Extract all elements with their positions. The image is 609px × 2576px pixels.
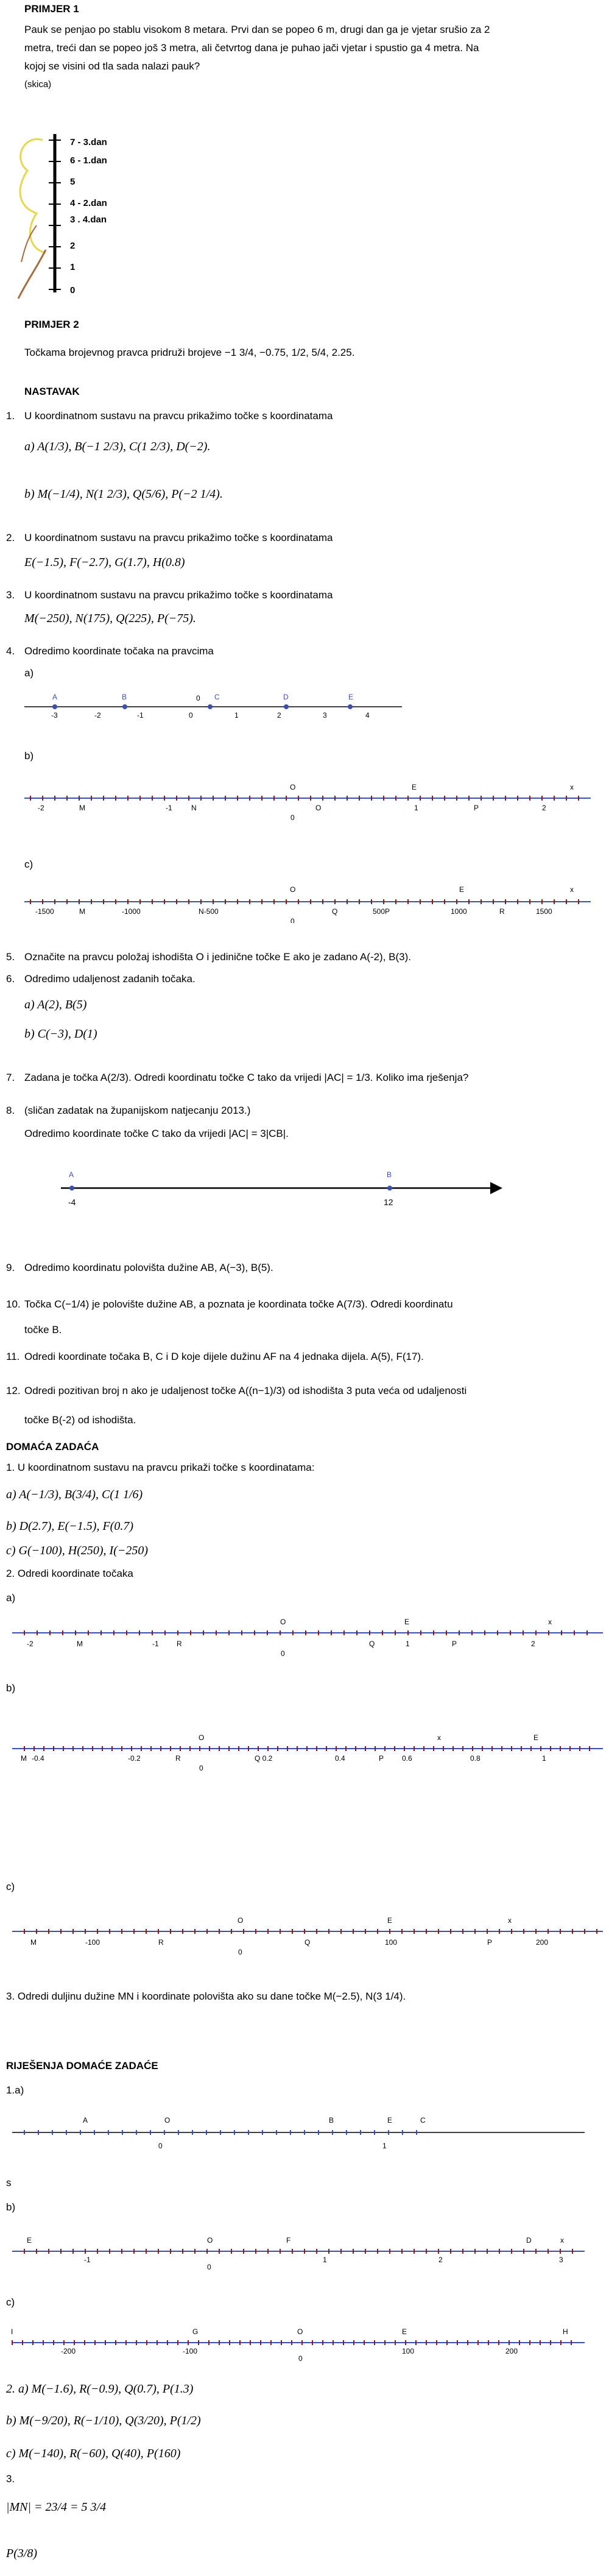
svg-text:0: 0 — [196, 694, 200, 702]
svg-text:1: 1 — [414, 804, 418, 812]
svg-text:Q: Q — [304, 1938, 311, 1947]
svg-text:0: 0 — [158, 2142, 163, 2150]
svg-text:N-500: N-500 — [199, 907, 219, 916]
task-4a-label: a) — [24, 667, 34, 679]
solution-s: s — [6, 2177, 12, 2189]
scale-label-6: 6 - 1.dan — [70, 155, 107, 166]
numberline-sol-1c — [0, 2324, 609, 2367]
svg-text:0.8: 0.8 — [470, 1754, 481, 1763]
solution-2c: c) M(−140), R(−60), Q(40), P(160) — [6, 2447, 181, 2460]
svg-text:500P: 500P — [373, 907, 390, 916]
task-6a: a) A(2), B(5) — [24, 998, 87, 1011]
task-5-text: Označite na pravcu položaj ishodišta O i jedinične točke E ako je zadano A(-2), B(3). — [24, 951, 412, 963]
svg-text:O: O — [297, 2327, 303, 2336]
svg-text:H: H — [563, 2327, 568, 2336]
svg-text:A: A — [52, 693, 58, 701]
svg-text:x: x — [560, 2236, 564, 2245]
svg-text:200: 200 — [536, 1938, 549, 1947]
svg-text:D: D — [283, 693, 289, 701]
task-6-text: Odredimo udaljenost zadanih točaka. — [24, 973, 195, 985]
svg-text:R: R — [158, 1938, 164, 1947]
svg-text:A: A — [83, 2116, 88, 2125]
numberline-hw-2a — [0, 1615, 609, 1660]
svg-text:x: x — [570, 783, 574, 791]
solution-1b-label: b) — [6, 2201, 16, 2213]
svg-text:100: 100 — [385, 1938, 398, 1947]
task-8-text: (sličan zadatak na županijskom natjecanju 2013.) — [24, 1105, 251, 1116]
task-12-text-b: točke B(-2) od ishodišta. — [24, 1414, 136, 1426]
task-11-number: 11. — [6, 1351, 20, 1362]
svg-text:-0.4: -0.4 — [32, 1754, 44, 1763]
svg-text:-2: -2 — [38, 804, 44, 812]
primjer1-text-2: metra, treći dan se popeo još 3 metra, ali četvrtog dana je puhao jači vjetar i spustio ga 4 metra. Na — [24, 42, 479, 54]
svg-text:E: E — [348, 693, 354, 701]
task-4-number: 4. — [6, 645, 15, 657]
svg-text:F: F — [286, 2236, 291, 2245]
svg-text:G: G — [192, 2327, 199, 2336]
primjer1-title: PRIMJER 1 — [24, 3, 79, 15]
solution-3-length: |MN| = 23/4 = 5 3/4 — [6, 2500, 107, 2514]
svg-text:3: 3 — [559, 2256, 563, 2264]
svg-text:2: 2 — [277, 711, 281, 720]
solution-2a: 2. a) M(−1.6), R(−0.9), Q(0.7), P(1.3) — [6, 2382, 194, 2396]
svg-text:P: P — [452, 1640, 457, 1648]
nastavak-title: NASTAVAK — [24, 386, 80, 397]
scale-label-1: 1 — [70, 262, 76, 272]
homework-2-text: 2. Odredi koordinate točaka — [6, 1568, 133, 1579]
task-3-number: 3. — [6, 589, 15, 601]
task-6-number: 6. — [6, 973, 15, 985]
homework-2a-label: a) — [6, 1592, 16, 1604]
numberline-hw-2c — [0, 1913, 609, 1959]
svg-text:O: O — [238, 1916, 244, 1925]
task-1b: b) M(−1/4), N(1 2/3), Q(5/6), P(−2 1/4). — [24, 487, 223, 501]
svg-text:0: 0 — [207, 2263, 211, 2271]
svg-text:0: 0 — [189, 711, 193, 720]
svg-text:-1: -1 — [84, 2256, 91, 2264]
numberline-sol-1a — [0, 2108, 609, 2157]
svg-text:M: M — [21, 1754, 27, 1763]
task-2-text: U koordinatnom sustavu na pravcu prikažimo točke s koordinatama — [24, 532, 333, 543]
scale-label-3: 3 . 4.dan — [70, 214, 107, 225]
task-4-text: Odredimo koordinate točaka na pravcima — [24, 645, 214, 657]
numberline-sol-1b — [0, 2233, 609, 2276]
svg-text:C: C — [420, 2116, 426, 2125]
svg-text:P: P — [379, 1754, 384, 1763]
svg-text:x: x — [570, 885, 574, 894]
svg-text:B: B — [329, 2116, 334, 2125]
numberline-4c — [0, 877, 609, 923]
svg-text:-100: -100 — [85, 1938, 100, 1947]
svg-text:-2: -2 — [27, 1640, 33, 1648]
svg-text:0.4: 0.4 — [335, 1754, 345, 1763]
svg-text:0.6: 0.6 — [402, 1754, 412, 1763]
solution-1a-label: 1.a) — [6, 2084, 24, 2096]
svg-text:100: 100 — [402, 2347, 415, 2355]
task-7-number: 7. — [6, 1072, 15, 1083]
svg-text:O: O — [290, 783, 296, 791]
homework-2c-label: c) — [6, 1881, 15, 1892]
task-1-text: U koordinatnom sustavu na pravcu prikažimo točke s koordinatama — [24, 410, 333, 422]
task-12-text-a: Odredi pozitivan broj n ako je udaljenost točke A((n−1)/3) od ishodišta 3 puta veća od udaljenosti — [24, 1385, 467, 1396]
svg-text:1500: 1500 — [536, 907, 552, 916]
svg-text:x: x — [437, 1733, 441, 1742]
task-9-text: Odredimo koordinatu polovišta dužine AB, A(−3), B(5). — [24, 1262, 273, 1273]
svg-text:-1: -1 — [166, 804, 172, 812]
svg-text:-4: -4 — [68, 1197, 76, 1207]
numberline-4a — [0, 688, 609, 725]
task-3-math: M(−250), N(175), Q(225), P(−75). — [24, 612, 196, 625]
svg-text:1: 1 — [323, 2256, 327, 2264]
svg-text:12: 12 — [384, 1197, 393, 1207]
primjer1-text-3: kojoj se visini od tla sada nalazi pauk? — [24, 60, 200, 72]
svg-text:1: 1 — [382, 2142, 387, 2150]
svg-text:E: E — [27, 2236, 32, 2245]
svg-text:1: 1 — [234, 711, 239, 720]
task-5-number: 5. — [6, 951, 15, 963]
svg-text:0: 0 — [290, 813, 295, 822]
svg-text:4: 4 — [365, 711, 370, 720]
task-2-number: 2. — [6, 532, 15, 543]
solution-2b: b) M(−9/20), R(−1/10), Q(3/20), P(1/2) — [6, 2414, 201, 2427]
svg-text:N: N — [191, 804, 197, 812]
task-8-text-b: Odredimo koordinate točke C tako da vrijedi |AC| = 3|CB|. — [24, 1128, 289, 1139]
svg-text:-1500: -1500 — [35, 907, 54, 916]
task-1a: a) A(1/3), B(−1 2/3), C(1 2/3), D(−2). — [24, 440, 211, 453]
task-8-number: 8. — [6, 1105, 15, 1116]
task-6b: b) C(−3), D(1) — [24, 1027, 97, 1041]
svg-text:-1: -1 — [137, 711, 144, 720]
skica-label: (skica) — [24, 79, 52, 90]
svg-text:M: M — [77, 1640, 83, 1648]
svg-text:2: 2 — [438, 2256, 443, 2264]
svg-text:M: M — [79, 804, 85, 812]
numberline-8 — [0, 1164, 609, 1212]
svg-text:O: O — [280, 1618, 286, 1626]
svg-text:-0.2: -0.2 — [128, 1754, 141, 1763]
scale-label-5: 5 — [70, 177, 76, 187]
svg-text:1000: 1000 — [451, 907, 467, 916]
svg-text:R: R — [177, 1640, 182, 1648]
task-2-math: E(−1.5), F(−2.7), G(1.7), H(0.8) — [24, 556, 185, 569]
svg-text:1: 1 — [406, 1640, 410, 1648]
svg-text:E: E — [402, 2327, 407, 2336]
solution-3-midpoint: P(3/8) — [6, 2547, 38, 2560]
svg-text:O: O — [164, 2116, 171, 2125]
svg-text:E: E — [459, 885, 465, 894]
svg-text:0: 0 — [298, 2354, 303, 2363]
svg-text:2: 2 — [542, 804, 546, 812]
svg-text:C: C — [214, 693, 220, 701]
svg-text:1: 1 — [542, 1754, 546, 1763]
task-12-number: 12. — [6, 1385, 21, 1396]
task-1-number: 1. — [6, 410, 15, 422]
domaca-title: DOMAĆA ZADAĆA — [6, 1441, 99, 1453]
svg-text:x: x — [508, 1916, 512, 1925]
svg-text:Q: Q — [369, 1640, 375, 1648]
task-11-text: Odredi koordinate točaka B, C i D koje dijele dužinu AF na 4 jednaka dijela. A(5), F(17). — [24, 1351, 424, 1362]
svg-text:B: B — [387, 1170, 392, 1179]
primjer2-text: Točkama brojevnog pravca pridruži brojeve −1 3/4, −0.75, 1/2, 5/4, 2.25. — [24, 347, 355, 358]
solution-1c-label: c) — [6, 2296, 15, 2308]
task-10-text-a: Točka C(−1/4) je polovište dužine AB, a poznata je koordinata točke A(7/3). Odredi koordinatu — [24, 1298, 453, 1310]
numberline-hw-2b — [0, 1730, 609, 1776]
svg-text:O: O — [315, 804, 322, 812]
scale-label-4: 4 - 2.dan — [70, 198, 107, 208]
svg-text:E: E — [412, 783, 417, 791]
svg-text:I: I — [11, 2327, 13, 2336]
svg-text:D: D — [526, 2236, 532, 2245]
svg-text:0: 0 — [290, 917, 295, 923]
primjer1-text-1: Pauk se penjao po stablu visokom 8 metara. Prvi dan se popeo 6 m, drugi dan ga je vjetar srušio za 2 — [24, 24, 490, 35]
primjer2-title: PRIMJER 2 — [24, 319, 79, 330]
svg-text:P: P — [487, 1938, 493, 1947]
task-4c-label: c) — [24, 858, 33, 870]
homework-1-text: 1. U koordinatnom sustavu na pravcu prikaži točke s koordinatama: — [6, 1462, 315, 1473]
svg-text:Q: Q — [332, 907, 338, 916]
svg-text:M: M — [30, 1938, 37, 1947]
svg-text:M: M — [79, 907, 85, 916]
task-4b-label: b) — [24, 750, 34, 762]
svg-text:-2: -2 — [94, 711, 101, 720]
svg-text:200: 200 — [505, 2347, 518, 2355]
homework-1c: c) G(−100), H(250), I(−250) — [6, 1544, 149, 1557]
svg-text:R: R — [175, 1754, 181, 1763]
homework-2b-label: b) — [6, 1682, 16, 1694]
svg-text:0: 0 — [199, 1764, 203, 1772]
svg-text:P: P — [474, 804, 479, 812]
rjesenja-title: RIJEŠENJA DOMAĆE ZADAĆE — [6, 2060, 158, 2072]
svg-text:Q 0.2: Q 0.2 — [255, 1754, 273, 1763]
task-10-number: 10. — [6, 1298, 21, 1310]
svg-text:B: B — [122, 693, 127, 701]
numberline-4b — [0, 780, 609, 823]
svg-text:-3: -3 — [51, 711, 58, 720]
svg-text:O: O — [199, 1733, 205, 1742]
svg-text:-100: -100 — [183, 2347, 198, 2355]
homework-1b: b) D(2.7), E(−1.5), F(0.7) — [6, 1520, 133, 1533]
svg-text:-1000: -1000 — [122, 907, 141, 916]
svg-text:-200: -200 — [61, 2347, 76, 2355]
svg-text:E: E — [387, 2116, 393, 2125]
svg-text:A: A — [69, 1170, 74, 1179]
svg-text:-1: -1 — [152, 1640, 159, 1648]
task-3-text: U koordinatnom sustavu na pravcu prikažimo točke s koordinatama — [24, 589, 333, 601]
svg-text:O: O — [290, 885, 296, 894]
svg-text:E: E — [533, 1733, 539, 1742]
svg-text:3: 3 — [323, 711, 327, 720]
svg-text:E: E — [387, 1916, 393, 1925]
task-9-number: 9. — [6, 1262, 15, 1273]
scale-label-2: 2 — [70, 241, 76, 251]
task-10-text-b: točke B. — [24, 1324, 62, 1336]
homework-3-text: 3. Odredi duljinu dužine MN i koordinate polovišta ako su dane točke M(−2.5), N(3 1/4). — [6, 1990, 406, 2002]
svg-text:E: E — [404, 1618, 410, 1626]
solution-3-label: 3. — [6, 2473, 15, 2485]
svg-text:O: O — [207, 2236, 213, 2245]
svg-text:0: 0 — [238, 1948, 242, 1956]
svg-text:0: 0 — [281, 1649, 285, 1658]
homework-1a: a) A(−1/3), B(3/4), C(1 1/6) — [6, 1488, 143, 1501]
scale-label-0: 0 — [70, 285, 76, 295]
svg-text:2: 2 — [531, 1640, 535, 1648]
svg-text:R: R — [499, 907, 505, 916]
task-7-text: Zadana je točka A(2/3). Odredi koordinatu točke C tako da vrijedi |AC| = 1/3. Koliko ima rješenja? — [24, 1072, 469, 1083]
scale-label-7: 7 - 3.dan — [70, 137, 107, 147]
svg-text:x: x — [548, 1618, 552, 1626]
